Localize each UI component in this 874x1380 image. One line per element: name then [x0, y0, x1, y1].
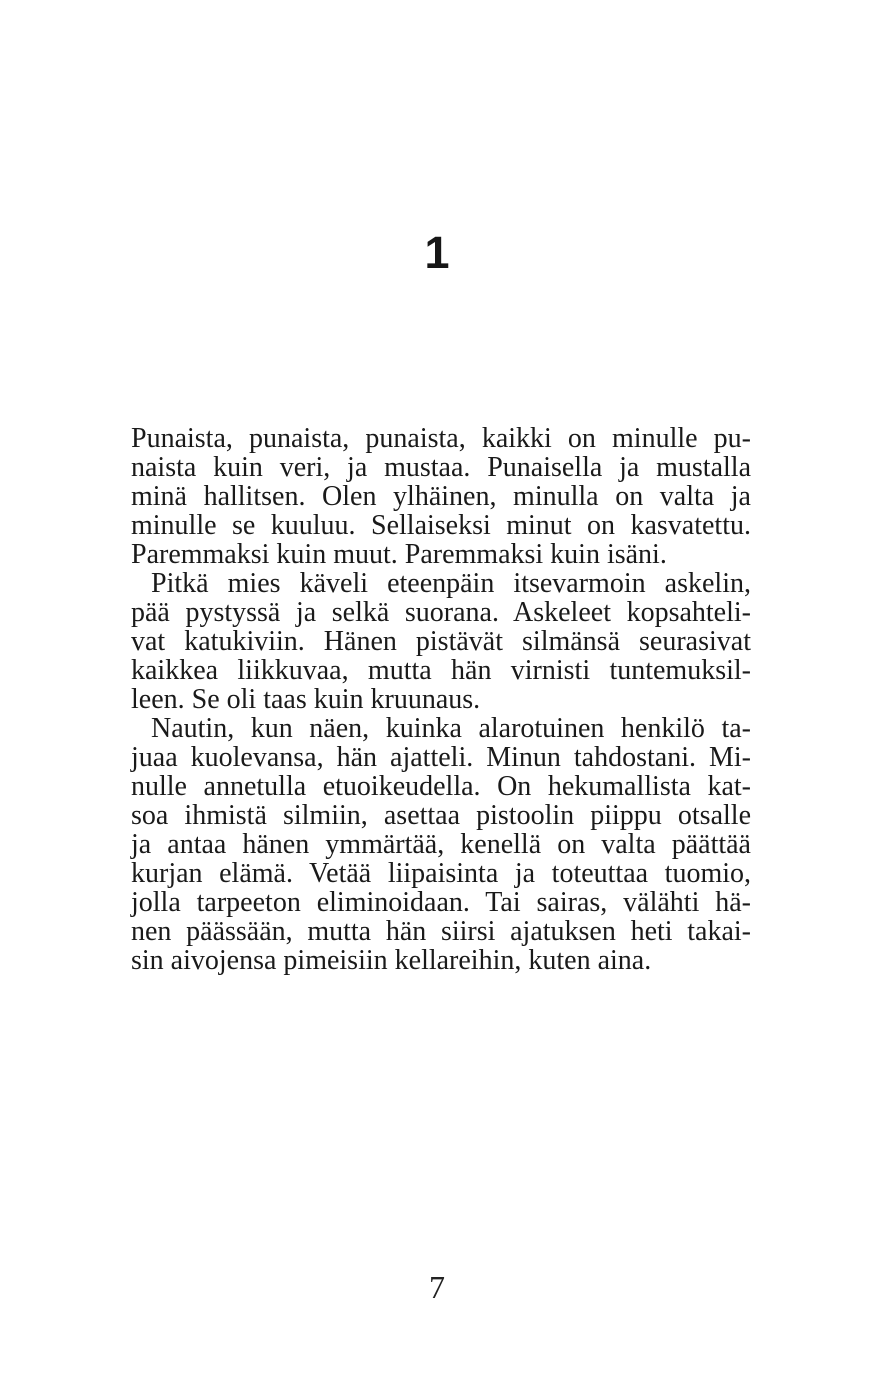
- text-line: kaikkea liikkuvaa, mutta hän virnisti tuntemuksil-: [131, 655, 751, 686]
- text-line: jolla tarpeeton eliminoidaan. Tai sairas, välähti hä-: [131, 887, 751, 918]
- text-line: Punaista, punaista, punaista, kaikki on minulle pu-: [131, 423, 751, 454]
- text-line: naista kuin veri, ja mustaa. Punaisella ja mustalla: [131, 452, 751, 483]
- text-line: nen päässään, mutta hän siirsi ajatuksen heti takai-: [131, 916, 751, 947]
- text-line: pää pystyssä ja selkä suorana. Askeleet kopsahteli-: [131, 597, 751, 628]
- text-line: sin aivojensa pimeisiin kellareihin, kuten aina.: [131, 945, 652, 976]
- paragraph-3: [131, 714, 751, 975]
- body-text: [131, 424, 751, 975]
- text-line: Paremmaksi kuin muut. Paremmaksi kuin isäni.: [131, 539, 667, 570]
- text-line: juaa kuolevansa, hän ajatteli. Minun tahdostani. Mi-: [131, 742, 751, 773]
- text-line: minä hallitsen. Olen ylhäinen, minulla on valta ja: [131, 481, 751, 512]
- text-line: Nautin, kun näen, kuinka alarotuinen henkilö ta-: [151, 713, 751, 744]
- text-line: soa ihmistä silmiin, asettaa pistoolin piippu otsalle: [131, 800, 751, 831]
- text-line: nulle annetulla etuoikeudella. On hekumallista kat-: [131, 771, 751, 802]
- paragraph-2: [131, 569, 751, 714]
- chapter-number: 1: [424, 227, 450, 278]
- paragraph-1: [131, 424, 751, 569]
- text-line: vat katukiviin. Hänen pistävät silmänsä seurasivat: [131, 626, 751, 657]
- text-line: kurjan elämä. Vetää liipaisinta ja toteuttaa tuomio,: [131, 858, 751, 889]
- text-line: minulle se kuuluu. Sellaiseksi minut on kasvatettu.: [131, 510, 751, 541]
- text-line: leen. Se oli taas kuin kruunaus.: [131, 684, 481, 715]
- text-line: Pitkä mies käveli eteenpäin itsevarmoin askelin,: [151, 568, 751, 599]
- text-line: ja antaa hänen ymmärtää, kenellä on valta päättää: [131, 829, 751, 860]
- page-number: 7: [429, 1269, 445, 1305]
